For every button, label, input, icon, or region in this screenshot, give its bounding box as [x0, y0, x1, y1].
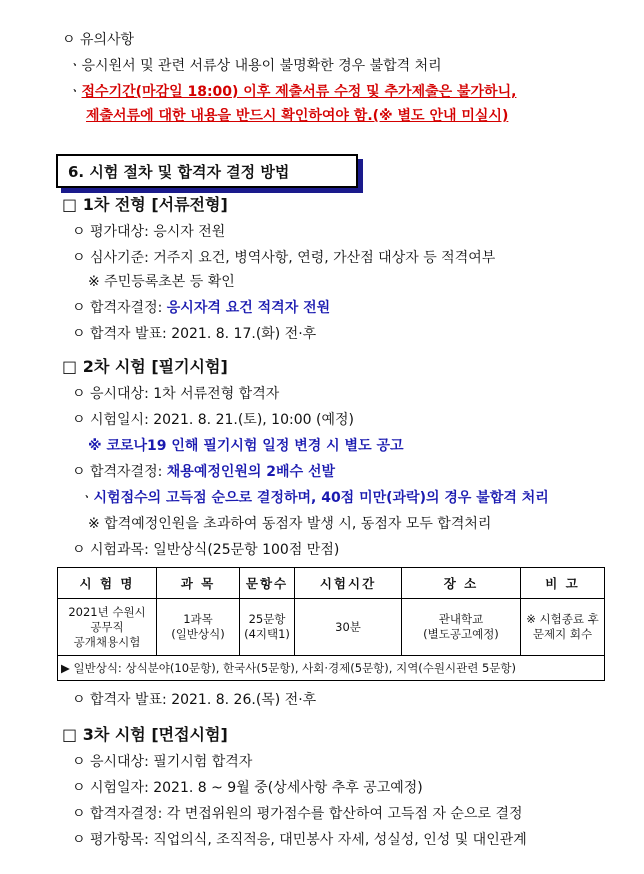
td-general-knowledge-note: ▶ 일반상식: 상식분야(10문항), 한국사(5문항), 사회·경제(5문항), 지역(수원시관련 5문항)	[58, 656, 605, 681]
stage3-date: ㅇ 시험일자: 2021. 8 ~ 9월 중(상세사항 추후 공고예정)	[72, 780, 423, 796]
td-exam-name: 2021년 수원시 공무직 공개채용시험	[58, 599, 157, 656]
section-6-title: 6. 시험 절차 및 합격자 결정 방법	[68, 163, 290, 181]
table-row	[58, 599, 605, 656]
stage1-title: □ 1차 전형 [서류전형]	[62, 195, 228, 214]
td-remarks: ※ 시험종료 후 문제지 회수	[521, 599, 605, 656]
table-header-row	[58, 568, 605, 599]
th-question-count: 문항수	[240, 568, 295, 599]
stage1-criteria: ㅇ 심사기준: 거주지 요건, 병역사항, 연령, 가산점 대상자 등 적격여부	[72, 250, 496, 266]
deadline-warning-line1: 접수기간(마감일 18:00) 이후 제출서류 수정 및 추가제출은 불가하니,	[81, 84, 517, 100]
stage3-items: ㅇ 평가항목: 직업의식, 조직적응, 대민봉사 자세, 성실성, 인성 및 대인관계	[72, 832, 527, 848]
td-exam-time: 30분	[295, 599, 402, 656]
stage2-subject: ㅇ 시험과목: 일반상식(25문항 100점 만점)	[72, 542, 340, 558]
table-note-row	[58, 656, 605, 681]
bullet-dot: ㆍ	[68, 84, 82, 100]
stage2-decision-value: 채용예정인원의 2배수 선발	[166, 464, 336, 480]
stage3-title: □ 3차 시험 [면접시험]	[62, 725, 228, 744]
deadline-warning-line2: 제출서류에 대한 내용을 반드시 확인하여야 함.(※ 별도 안내 미실시)	[86, 108, 509, 124]
bullet-dot: ㆍ	[80, 490, 94, 506]
stage3-target: ㅇ 응시대상: 필기시험 합격자	[72, 754, 253, 770]
stage1-decision-label: ㅇ 합격자결정:	[72, 300, 167, 316]
stage2-target: ㅇ 응시대상: 1차 서류전형 합격자	[72, 386, 280, 402]
section-heading-box	[56, 154, 358, 188]
th-remarks: 비 고	[521, 568, 605, 599]
td-question-count: 25문항 (4지택1)	[240, 599, 295, 656]
th-location: 장 소	[402, 568, 521, 599]
stage2-score-rule	[80, 488, 549, 508]
stage2-tie-note: ※ 합격예정인원을 초과하여 동점자 발생 시, 동점자 모두 합격처리	[88, 516, 492, 532]
stage2-decision-label: ㅇ 합격자결정:	[72, 464, 167, 480]
stage2-score-rule-text: 시험점수의 고득점 순으로 결정하며, 40점 미만(과락)의 경우 불합격 처리	[93, 490, 549, 506]
stage3-decision: ㅇ 합격자결정: 각 면접위원의 평가점수를 합산하여 고득점 자 순으로 결정	[72, 806, 523, 822]
stage2-title: □ 2차 시험 [필기시험]	[62, 357, 228, 376]
td-location: 관내학교 (별도공고예정)	[402, 599, 521, 656]
stage2-date: ㅇ 시험일시: 2021. 8. 21.(토), 10:00 (예정)	[72, 412, 354, 428]
td-subject: 1과목 (일반상식)	[157, 599, 240, 656]
stage1-decision-value: 응시자격 요건 적격자 전원	[166, 300, 331, 316]
stage2-decision	[72, 462, 335, 482]
stage1-criteria-note: ※ 주민등록초본 등 확인	[88, 274, 235, 290]
th-exam-name: 시 험 명	[58, 568, 157, 599]
th-subject: 과 목	[157, 568, 240, 599]
notes-item-deadline-cont	[86, 106, 508, 126]
stage1-target: ㅇ 평가대상: 응시자 전원	[72, 224, 226, 240]
notes-item-unclear: ㆍ응시원서 및 관련 서류상 내용이 불명확한 경우 불합격 처리	[68, 58, 442, 74]
notes-heading: ㅇ 유의사항	[62, 32, 135, 48]
stage1-announce: ㅇ 합격자 발표: 2021. 8. 17.(화) 전·후	[72, 326, 317, 342]
stage2-covid-note: ※ 코로나19 인해 필기시험 일정 변경 시 별도 공고	[88, 438, 404, 454]
stage1-decision	[72, 298, 330, 318]
notes-item-deadline	[68, 82, 516, 102]
stage2-announce: ㅇ 합격자 발표: 2021. 8. 26.(목) 전·후	[72, 692, 317, 708]
th-exam-time: 시험시간	[295, 568, 402, 599]
exam-table	[57, 567, 605, 681]
